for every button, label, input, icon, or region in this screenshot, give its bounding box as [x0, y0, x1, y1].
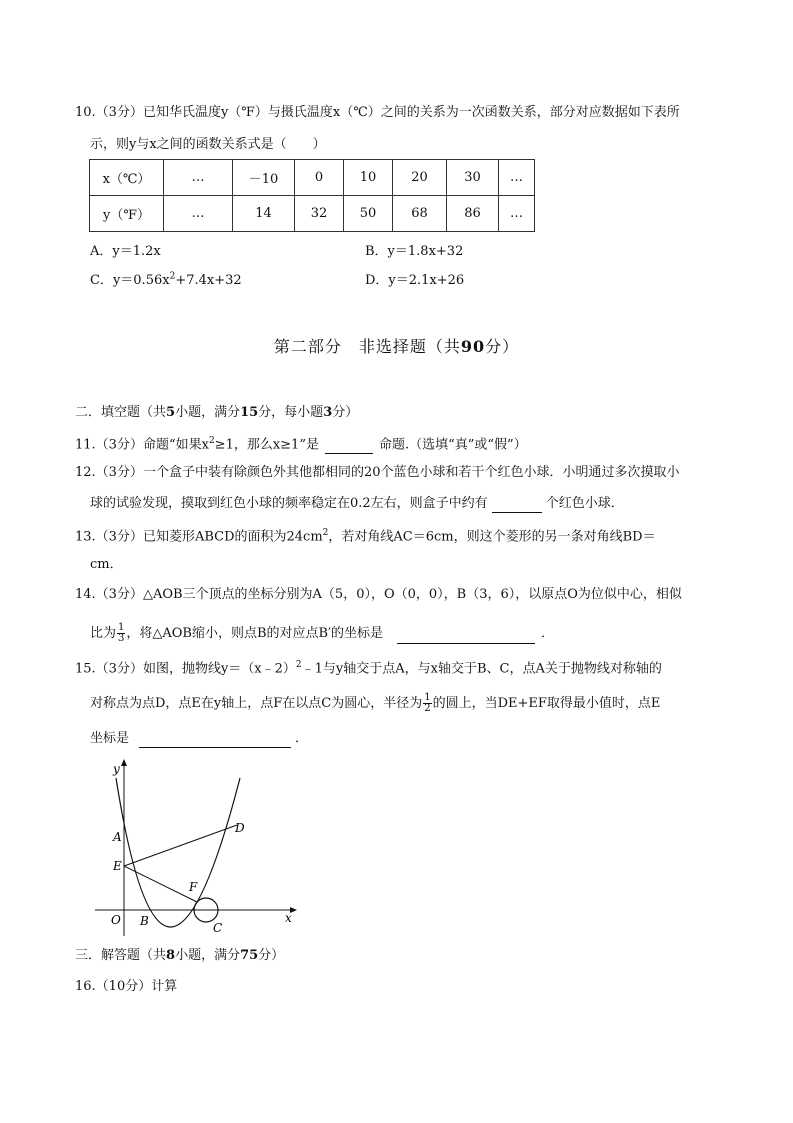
q12-line2b: 个红色小球． — [545, 496, 624, 511]
table-row — [90, 196, 535, 232]
q12-line2a: 球的试验发现，摸取到红色小球的频率稳定在0.2左右，则盒子中约有 — [90, 496, 488, 511]
sec2-count: 5 — [166, 405, 176, 420]
table-cell: 14 — [233, 196, 295, 232]
table-cell: x（℃） — [90, 160, 164, 196]
table-cell: 32 — [295, 196, 344, 232]
q10-table — [89, 159, 535, 232]
sec2-d: 分） — [332, 405, 359, 420]
q15-fraction — [423, 693, 431, 714]
sec2-b: 小题，满分 — [175, 405, 241, 420]
q15-line2b: 的圆上，当DE+EF取得最小值时，点E — [432, 696, 661, 711]
table-cell: 30 — [447, 160, 499, 196]
q10-option-a: A．y＝1.2x — [90, 244, 161, 259]
table-cell: 0 — [295, 160, 344, 196]
q10-option-c-pre: C．y＝0.56x — [90, 273, 170, 288]
sec3-b: 小题，满分 — [175, 948, 241, 963]
label-f: F — [189, 880, 198, 894]
part2-title-score: 90 — [460, 337, 486, 356]
sec3-a: 三．解答题（共 — [75, 948, 167, 963]
table-cell: … — [499, 196, 535, 232]
label-b: B — [140, 914, 149, 928]
q11-b: ≥1，那么x≥1”是 — [214, 437, 319, 453]
q14-line2b: ，将△AOB缩小，则点B的对应点B′的坐标是 — [126, 626, 384, 641]
label-c: C — [213, 921, 223, 935]
q10-option-d: D．y＝2.1x+26 — [365, 273, 465, 288]
sec2-total: 15 — [240, 405, 259, 420]
label-y: y — [113, 762, 120, 776]
q15-frac-den: 2 — [424, 703, 431, 714]
q15-line2a: 对称点为点D，点E在y轴上，点F在以点C为圆心，半径为 — [90, 696, 423, 711]
q14-fraction — [117, 623, 125, 644]
q15-frac-num: 1 — [424, 692, 431, 703]
part2-title — [0, 334, 793, 357]
q14-line2a: 比为 — [90, 626, 117, 641]
table-cell: … — [164, 160, 233, 196]
q13-line1 — [75, 524, 656, 546]
q15-line1 — [75, 656, 662, 678]
q10-option-c-post: +7.4x+32 — [175, 273, 242, 288]
label-a: A — [113, 830, 122, 844]
q11-answer-blank[interactable] — [325, 439, 373, 454]
q10-option-c-sup: 2 — [169, 271, 176, 282]
q15-line2 — [90, 693, 660, 714]
q15-answer-blank[interactable] — [139, 733, 291, 748]
q15-line3b: ． — [295, 731, 309, 746]
sec2-a: 二．填空题（共 — [75, 405, 167, 420]
section3-header — [75, 947, 284, 965]
q11-c: 命题.（选填“真”或“假”） — [378, 437, 527, 453]
q10-line1: 10.（3分）已知华氏温度y（℉）与摄氏温度x（℃）之间的关系为一次函数关系，部分对应数据如下表所 — [75, 105, 680, 120]
segment-ef — [124, 866, 197, 902]
q14-line1: 14.（3分）△AOB三个顶点的坐标分别为A（5，0），O（0，0），B（3，6），以原点O为位似中心，相似 — [75, 587, 682, 602]
q14-answer-blank[interactable] — [397, 629, 535, 644]
q14-line2c: ． — [541, 626, 555, 641]
table-row — [90, 160, 535, 196]
table-cell: … — [499, 160, 535, 196]
label-d: D — [235, 821, 245, 835]
y-axis-arrow — [121, 759, 127, 766]
q14-frac-num: 1 — [118, 622, 125, 633]
sec2-each: 3 — [323, 405, 333, 420]
q13-b: ，若对角线AC＝6cm，则这个菱形的另一条对角线BD＝ — [328, 529, 656, 545]
q13-a: 13.（3分）已知菱形ABCD的面积为24cm — [75, 529, 323, 545]
table-cell: 20 — [393, 160, 447, 196]
table-cell: 68 — [393, 196, 447, 232]
label-o: O — [111, 913, 121, 927]
q10-line2: 示，则y与x之间的函数关系式是（ ） — [90, 137, 326, 152]
q11-a: 11.（3分）命题“如果x — [75, 437, 209, 453]
section2-header — [75, 404, 358, 422]
table-cell: －10 — [233, 160, 295, 196]
q15-line1a: 15.（3分）如图，抛物线y＝（x﹣2） — [75, 661, 296, 677]
parabola-curve — [116, 778, 240, 927]
q13-line2: cm． — [90, 557, 123, 572]
q12-line1: 12.（3分）一个盒子中装有除颜色外其他都相同的20个蓝色小球和若干个红色小球．小明通过多次摸取小 — [75, 465, 680, 480]
q15-sup: 2 — [295, 660, 302, 670]
q15-line3a: 坐标是 — [90, 731, 130, 746]
q12-answer-blank[interactable] — [492, 498, 542, 513]
q12-line2 — [90, 495, 624, 513]
q13-sup: 2 — [322, 528, 329, 538]
label-e: E — [113, 859, 122, 873]
q15-parabola-figure — [95, 758, 305, 940]
q11 — [75, 432, 527, 454]
table-cell: … — [164, 196, 233, 232]
label-x: x — [285, 911, 292, 925]
q14-line2 — [90, 623, 554, 644]
table-cell: 86 — [447, 196, 499, 232]
q16: 16.（10分）计算 — [75, 979, 178, 994]
table-cell: y（℉） — [90, 196, 164, 232]
table-cell: 50 — [344, 196, 393, 232]
sec2-c: 分，每小题 — [258, 405, 324, 420]
sec3-total: 75 — [240, 948, 259, 963]
part2-title-a: 第二部分 非选择题（共 — [273, 337, 461, 356]
q14-frac-den: 3 — [118, 633, 125, 644]
q11-sup: 2 — [208, 436, 215, 446]
sec3-count: 8 — [166, 948, 176, 963]
sec3-c: 分） — [258, 948, 285, 963]
part2-title-c: 分） — [485, 337, 520, 356]
table-cell: 10 — [344, 160, 393, 196]
q15-line3 — [90, 730, 308, 748]
q15-line1b: ﹣1与y轴交于点A，与x轴交于B、C，点A关于抛物线对称轴的 — [301, 661, 662, 677]
q10-option-b: B．y＝1.8x+32 — [365, 244, 464, 259]
q10-option-c — [90, 269, 242, 288]
